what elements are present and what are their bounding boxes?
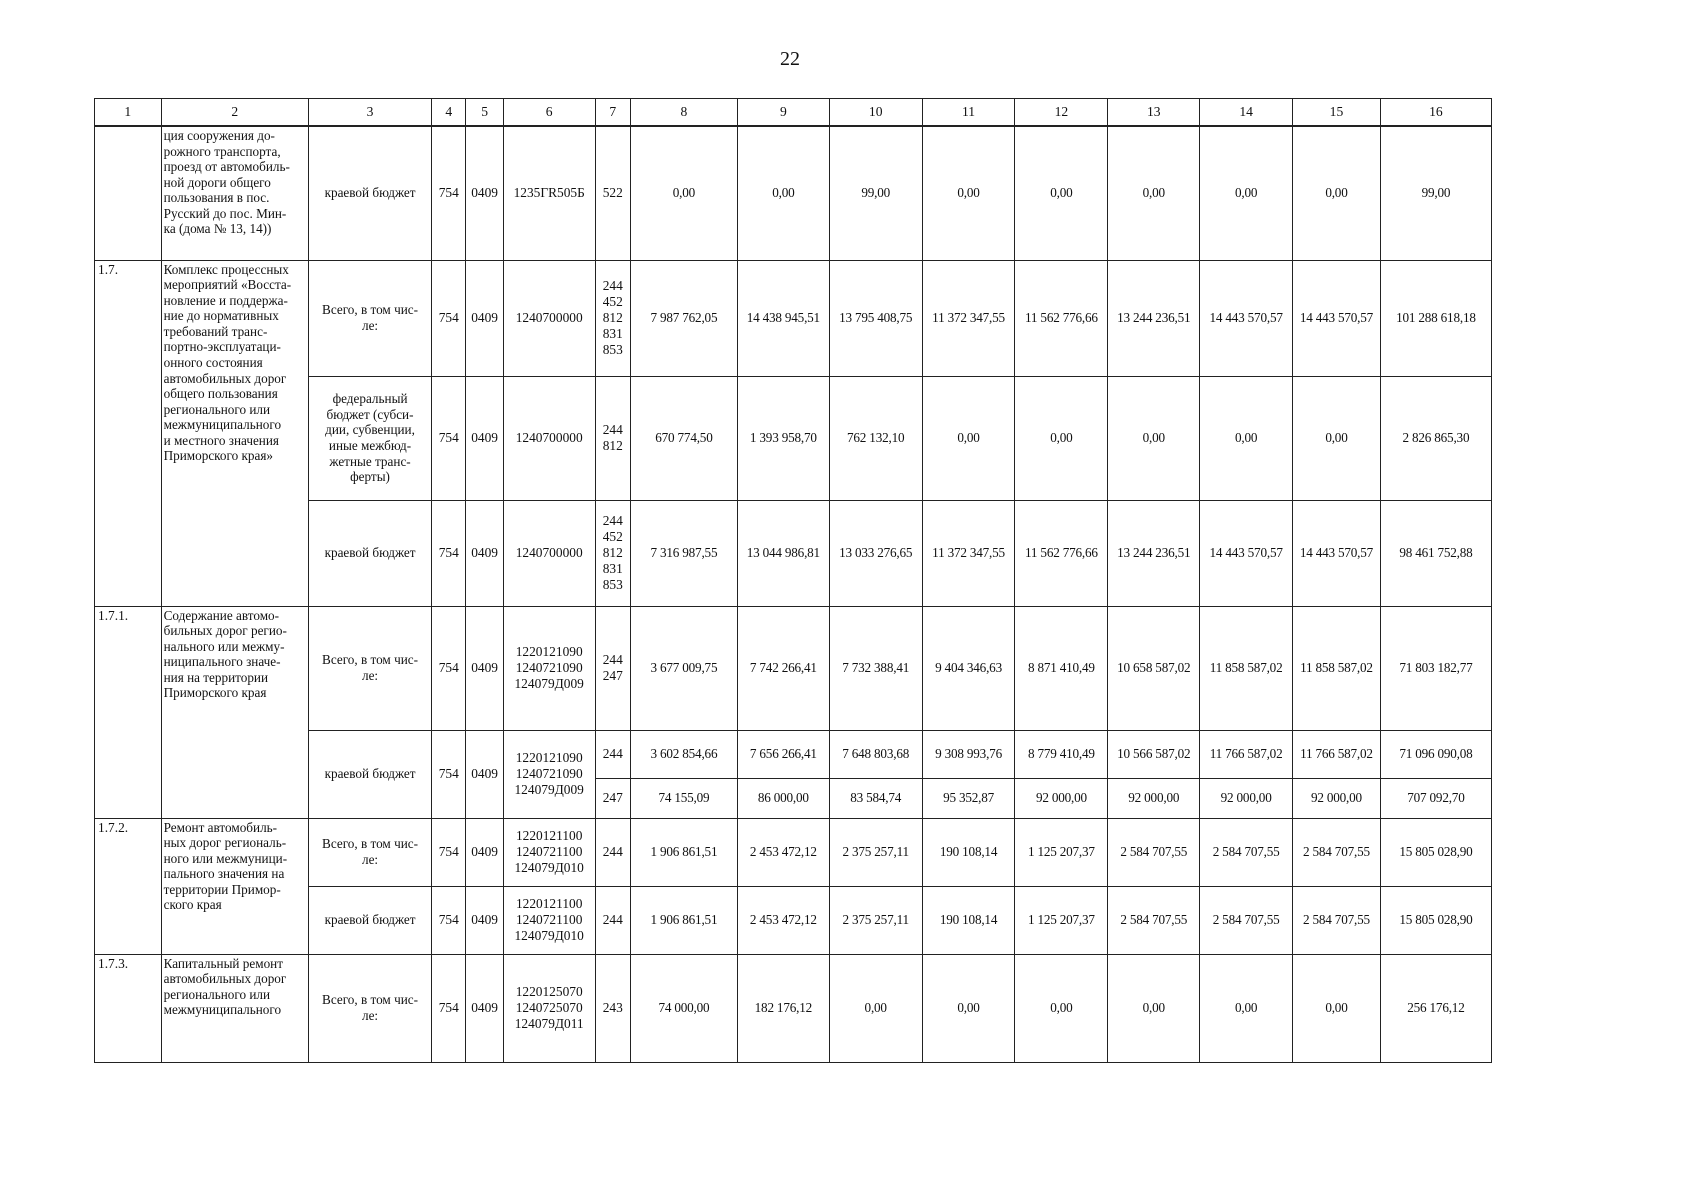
amount-cell: 74 155,09	[630, 778, 737, 818]
amount-cell: 11 372 347,55	[922, 260, 1015, 376]
code-grbs: 754	[432, 500, 466, 606]
code-section: 0409	[466, 818, 503, 886]
amount-cell: 13 795 408,75	[829, 260, 922, 376]
amount-cell: 99,00	[829, 126, 922, 260]
amount-cell: 0,00	[1108, 376, 1200, 500]
amount-cell: 7 656 266,41	[737, 730, 829, 778]
measure-name: Ремонт автомобиль- ных дорог региональ- ного или межмуници- пального значения на территории Примор- ского края	[161, 818, 308, 954]
amount-cell: 0,00	[1293, 954, 1381, 1062]
code-target: 1240700000	[503, 376, 595, 500]
column-header: 3	[308, 99, 431, 127]
amount-cell: 7 987 762,05	[630, 260, 737, 376]
amount-cell: 190 108,14	[922, 818, 1015, 886]
amount-cell: 14 443 570,57	[1200, 260, 1293, 376]
code-target: 1220125070 1240725070 124079Д011	[503, 954, 595, 1062]
amount-cell: 92 000,00	[1200, 778, 1293, 818]
code-expense-type: 244	[595, 886, 630, 954]
row-number: 1.7.1.	[95, 606, 162, 818]
column-header: 6	[503, 99, 595, 127]
code-grbs: 754	[432, 954, 466, 1062]
code-target: 1235ГR505Б	[503, 126, 595, 260]
code-grbs: 754	[432, 126, 466, 260]
amount-cell: 10 658 587,02	[1108, 606, 1200, 730]
amount-cell: 0,00	[922, 376, 1015, 500]
amount-cell: 2 453 472,12	[737, 818, 829, 886]
amount-total: 71 803 182,77	[1380, 606, 1491, 730]
amount-cell: 7 732 388,41	[829, 606, 922, 730]
column-header: 7	[595, 99, 630, 127]
amount-cell: 1 906 861,51	[630, 886, 737, 954]
code-target: 1220121100 1240721100 124079Д010	[503, 886, 595, 954]
amount-cell: 0,00	[630, 126, 737, 260]
amount-cell: 2 375 257,11	[829, 886, 922, 954]
code-section: 0409	[466, 606, 503, 730]
table-row	[95, 606, 1492, 730]
column-header: 12	[1015, 99, 1108, 127]
amount-cell: 0,00	[1200, 126, 1293, 260]
code-expense-type: 244 452 812 831 853	[595, 260, 630, 376]
amount-cell: 0,00	[1108, 126, 1200, 260]
funding-source: Всего, в том чис- ле:	[308, 260, 431, 376]
amount-cell: 86 000,00	[737, 778, 829, 818]
code-expense-type: 247	[595, 778, 630, 818]
amount-cell: 13 244 236,51	[1108, 260, 1200, 376]
funding-source: федеральный бюджет (субси- дии, субвенции, иные межбюд- жетные транс- ферты)	[308, 376, 431, 500]
amount-cell: 74 000,00	[630, 954, 737, 1062]
amount-cell: 14 443 570,57	[1200, 500, 1293, 606]
amount-cell: 0,00	[1200, 376, 1293, 500]
amount-total: 256 176,12	[1380, 954, 1491, 1062]
amount-cell: 0,00	[1200, 954, 1293, 1062]
code-grbs: 754	[432, 260, 466, 376]
table-row	[95, 126, 1492, 260]
row-number: 1.7.	[95, 260, 162, 606]
amount-cell: 1 125 207,37	[1015, 886, 1108, 954]
column-header: 10	[829, 99, 922, 127]
amount-cell: 2 584 707,55	[1108, 886, 1200, 954]
amount-cell: 95 352,87	[922, 778, 1015, 818]
amount-cell: 0,00	[1015, 954, 1108, 1062]
page-number: 22	[780, 48, 800, 70]
code-target: 1240700000	[503, 260, 595, 376]
code-grbs: 754	[432, 376, 466, 500]
amount-cell: 14 438 945,51	[737, 260, 829, 376]
amount-cell: 92 000,00	[1015, 778, 1108, 818]
funding-source: краевой бюджет	[308, 886, 431, 954]
amount-cell: 2 584 707,55	[1293, 886, 1381, 954]
amount-cell: 3 677 009,75	[630, 606, 737, 730]
amount-cell: 2 375 257,11	[829, 818, 922, 886]
measure-name: Капитальный ремонт автомобильных дорог регионального или межмуниципального	[161, 954, 308, 1062]
amount-cell: 0,00	[1015, 376, 1108, 500]
table-row	[95, 260, 1492, 376]
code-expense-type: 244	[595, 730, 630, 778]
code-grbs: 754	[432, 730, 466, 818]
amount-total: 15 805 028,90	[1380, 886, 1491, 954]
code-target: 1220121100 1240721100 124079Д010	[503, 818, 595, 886]
amount-cell: 0,00	[922, 954, 1015, 1062]
amount-cell: 2 584 707,55	[1293, 818, 1381, 886]
amount-cell: 13 033 276,65	[829, 500, 922, 606]
code-section: 0409	[466, 376, 503, 500]
code-grbs: 754	[432, 886, 466, 954]
amount-cell: 92 000,00	[1293, 778, 1381, 818]
amount-cell: 7 742 266,41	[737, 606, 829, 730]
amount-cell: 11 858 587,02	[1293, 606, 1381, 730]
amount-cell: 7 648 803,68	[829, 730, 922, 778]
row-number: 1.7.3.	[95, 954, 162, 1062]
amount-cell: 1 906 861,51	[630, 818, 737, 886]
table-row	[95, 954, 1492, 1062]
code-target: 1220121090 1240721090 124079Д009	[503, 606, 595, 730]
amount-cell: 0,00	[922, 126, 1015, 260]
amount-cell: 0,00	[1108, 954, 1200, 1062]
budget-table	[94, 98, 1492, 1063]
amount-cell: 83 584,74	[829, 778, 922, 818]
column-header: 8	[630, 99, 737, 127]
amount-cell: 11 562 776,66	[1015, 260, 1108, 376]
column-header: 11	[922, 99, 1015, 127]
code-target: 1240700000	[503, 500, 595, 606]
amount-cell: 11 372 347,55	[922, 500, 1015, 606]
amount-cell: 2 584 707,55	[1108, 818, 1200, 886]
amount-total: 2 826 865,30	[1380, 376, 1491, 500]
amount-total: 99,00	[1380, 126, 1491, 260]
amount-cell: 1 393 958,70	[737, 376, 829, 500]
code-expense-type: 244 452 812 831 853	[595, 500, 630, 606]
code-section: 0409	[466, 126, 503, 260]
code-section: 0409	[466, 260, 503, 376]
code-grbs: 754	[432, 606, 466, 730]
row-number: 1.7.2.	[95, 818, 162, 954]
amount-cell: 190 108,14	[922, 886, 1015, 954]
code-section: 0409	[466, 954, 503, 1062]
column-header: 5	[466, 99, 503, 127]
amount-cell: 11 858 587,02	[1200, 606, 1293, 730]
code-expense-type: 244 812	[595, 376, 630, 500]
amount-cell: 2 453 472,12	[737, 886, 829, 954]
measure-name: ция сооружения до- рожного транспорта, проезд от автомобиль- ной дороги общего пользования в пос. Русский до пос. Мин- ка (дома № 13, 14))	[161, 126, 308, 260]
amount-cell: 92 000,00	[1108, 778, 1200, 818]
measure-name: Комплекс процессных мероприятий «Восста- новление и поддержа- ние до нормативных требований транс- портно-эксплуатаци- онного состояния автомобильных дорог общего пользования регионального или межмуниципального и местного значения Приморского края»	[161, 260, 308, 606]
code-expense-type: 243	[595, 954, 630, 1062]
code-expense-type: 244	[595, 818, 630, 886]
amount-total: 101 288 618,18	[1380, 260, 1491, 376]
amount-cell: 11 766 587,02	[1200, 730, 1293, 778]
column-header: 2	[161, 99, 308, 127]
funding-source: краевой бюджет	[308, 500, 431, 606]
amount-total: 71 096 090,08	[1380, 730, 1491, 778]
amount-total: 98 461 752,88	[1380, 500, 1491, 606]
amount-cell: 182 176,12	[737, 954, 829, 1062]
code-expense-type: 522	[595, 126, 630, 260]
amount-cell: 0,00	[1293, 376, 1381, 500]
funding-source: Всего, в том чис- ле:	[308, 954, 431, 1062]
amount-cell: 10 566 587,02	[1108, 730, 1200, 778]
funding-source: краевой бюджет	[308, 126, 431, 260]
code-expense-type: 244 247	[595, 606, 630, 730]
column-header: 14	[1200, 99, 1293, 127]
amount-cell: 13 044 986,81	[737, 500, 829, 606]
amount-cell: 2 584 707,55	[1200, 818, 1293, 886]
amount-cell: 0,00	[829, 954, 922, 1062]
amount-cell: 8 779 410,49	[1015, 730, 1108, 778]
amount-cell: 11 766 587,02	[1293, 730, 1381, 778]
amount-cell: 9 308 993,76	[922, 730, 1015, 778]
amount-cell: 9 404 346,63	[922, 606, 1015, 730]
column-header: 4	[432, 99, 466, 127]
code-section: 0409	[466, 730, 503, 818]
amount-cell: 0,00	[1015, 126, 1108, 260]
amount-cell: 14 443 570,57	[1293, 260, 1381, 376]
amount-cell: 13 244 236,51	[1108, 500, 1200, 606]
code-target: 1220121090 1240721090 124079Д009	[503, 730, 595, 818]
amount-total: 15 805 028,90	[1380, 818, 1491, 886]
amount-cell: 11 562 776,66	[1015, 500, 1108, 606]
funding-source: краевой бюджет	[308, 730, 431, 818]
code-section: 0409	[466, 500, 503, 606]
table-row	[95, 818, 1492, 886]
table-header-row	[95, 99, 1492, 127]
column-header: 15	[1293, 99, 1381, 127]
measure-name: Содержание автомо- бильных дорог регио- нального или межму- ниципального значе- ния на территории Приморского края	[161, 606, 308, 818]
amount-cell: 7 316 987,55	[630, 500, 737, 606]
funding-source: Всего, в том чис- ле:	[308, 606, 431, 730]
row-number	[95, 126, 162, 260]
amount-total: 707 092,70	[1380, 778, 1491, 818]
code-grbs: 754	[432, 818, 466, 886]
amount-cell: 14 443 570,57	[1293, 500, 1381, 606]
code-section: 0409	[466, 886, 503, 954]
amount-cell: 670 774,50	[630, 376, 737, 500]
amount-cell: 0,00	[1293, 126, 1381, 260]
amount-cell: 2 584 707,55	[1200, 886, 1293, 954]
amount-cell: 0,00	[737, 126, 829, 260]
amount-cell: 762 132,10	[829, 376, 922, 500]
column-header: 9	[737, 99, 829, 127]
column-header: 13	[1108, 99, 1200, 127]
amount-cell: 8 871 410,49	[1015, 606, 1108, 730]
amount-cell: 3 602 854,66	[630, 730, 737, 778]
amount-cell: 1 125 207,37	[1015, 818, 1108, 886]
funding-source: Всего, в том чис- ле:	[308, 818, 431, 886]
column-header: 16	[1380, 99, 1491, 127]
column-header: 1	[95, 99, 162, 127]
